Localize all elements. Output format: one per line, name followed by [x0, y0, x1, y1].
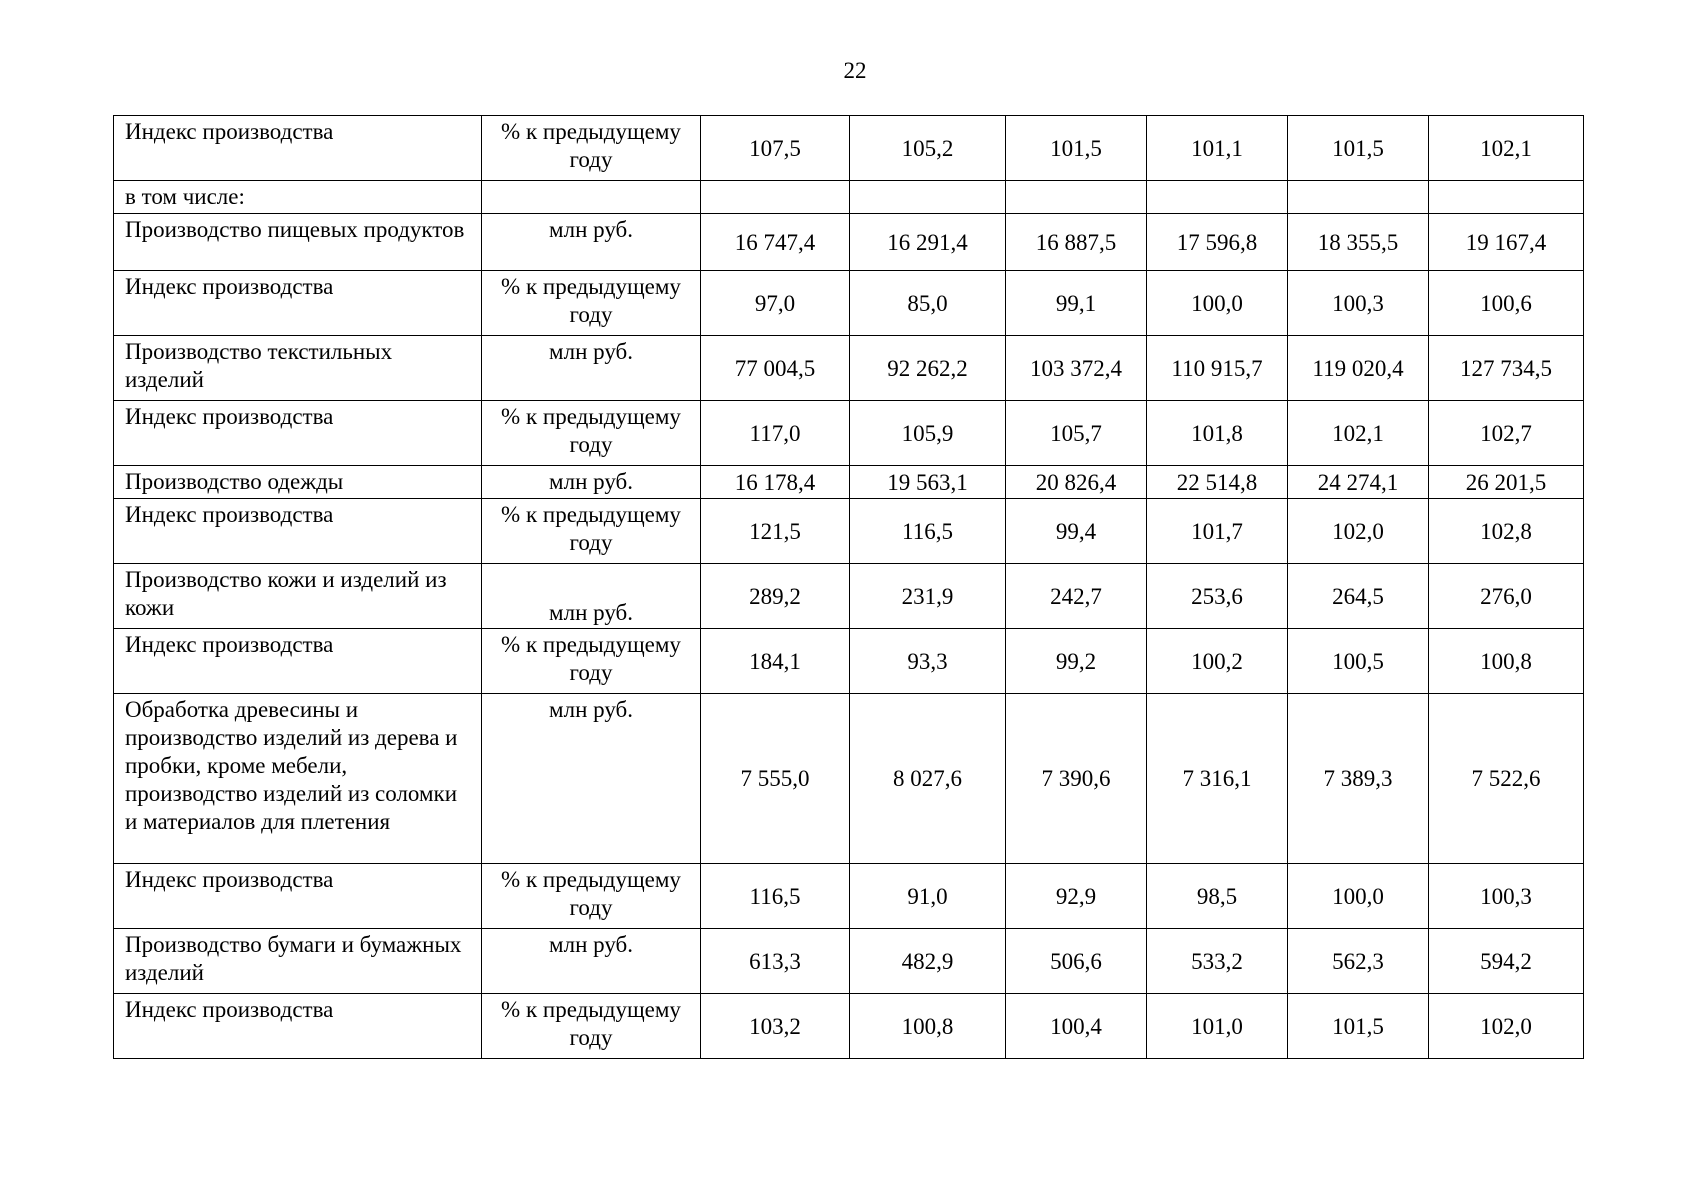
table-cell: 242,7 [1006, 564, 1147, 629]
table-cell: 97,0 [701, 271, 850, 336]
table-cell: 102,7 [1429, 401, 1584, 466]
row-unit: % к предыдущему году [482, 271, 701, 336]
table-cell: 7 522,6 [1429, 694, 1584, 864]
page-number: 22 [843, 58, 867, 83]
table-cell: 102,1 [1429, 116, 1584, 181]
table-cell: 103 372,4 [1006, 336, 1147, 401]
table-cell: 121,5 [701, 499, 850, 564]
table-cell: 98,5 [1147, 864, 1288, 929]
table-cell: 18 355,5 [1288, 214, 1429, 271]
table-cell: 16 887,5 [1006, 214, 1147, 271]
row-label: Производство одежды [114, 466, 482, 499]
table-cell: 7 389,3 [1288, 694, 1429, 864]
table-cell: 594,2 [1429, 929, 1584, 994]
table-cell: 19 563,1 [850, 466, 1006, 499]
table-row [114, 401, 1584, 466]
row-unit: млн руб. [482, 214, 701, 271]
table-cell: 613,3 [701, 929, 850, 994]
table-row [114, 181, 1584, 214]
table-cell: 99,4 [1006, 499, 1147, 564]
table-row [114, 466, 1584, 499]
row-unit: % к предыдущему году [482, 994, 701, 1059]
row-label: Обработка древесины и производство изделий из дерева и пробки, кроме мебели, производство изделий из соломки и материалов для плетения [114, 694, 482, 864]
table-cell: 7 555,0 [701, 694, 850, 864]
table-cell: 102,8 [1429, 499, 1584, 564]
table-cell: 102,1 [1288, 401, 1429, 466]
row-unit: % к предыдущему году [482, 864, 701, 929]
table-cell [701, 181, 850, 214]
table-cell: 127 734,5 [1429, 336, 1584, 401]
table-cell: 8 027,6 [850, 694, 1006, 864]
table-cell: 119 020,4 [1288, 336, 1429, 401]
row-label: Производство текстильных изделий [114, 336, 482, 401]
table-row [114, 499, 1584, 564]
table-cell: 20 826,4 [1006, 466, 1147, 499]
table-row [114, 929, 1584, 994]
table-cell: 91,0 [850, 864, 1006, 929]
table-row [114, 116, 1584, 181]
table-cell: 19 167,4 [1429, 214, 1584, 271]
table-cell: 264,5 [1288, 564, 1429, 629]
table-cell: 103,2 [701, 994, 850, 1059]
data-table [113, 115, 1584, 1059]
table-cell: 92,9 [1006, 864, 1147, 929]
table-cell: 107,5 [701, 116, 850, 181]
table-cell: 99,2 [1006, 629, 1147, 694]
table-cell: 102,0 [1429, 994, 1584, 1059]
row-label: Индекс производства [114, 271, 482, 336]
table-cell: 100,0 [1147, 271, 1288, 336]
table-cell: 100,2 [1147, 629, 1288, 694]
table-cell [1147, 181, 1288, 214]
table-cell: 105,2 [850, 116, 1006, 181]
table-cell [1288, 181, 1429, 214]
row-label: Производство кожи и изделий из кожи [114, 564, 482, 629]
row-unit [482, 181, 701, 214]
row-unit: млн руб. [482, 694, 701, 864]
table-row [114, 994, 1584, 1059]
row-label: Индекс производства [114, 116, 482, 181]
table-cell: 7 390,6 [1006, 694, 1147, 864]
row-unit: млн руб. [482, 929, 701, 994]
table-cell: 100,0 [1288, 864, 1429, 929]
table-cell: 101,5 [1006, 116, 1147, 181]
row-unit: % к предыдущему году [482, 401, 701, 466]
table-cell: 7 316,1 [1147, 694, 1288, 864]
table-cell: 110 915,7 [1147, 336, 1288, 401]
table-cell: 16 747,4 [701, 214, 850, 271]
table-cell: 117,0 [701, 401, 850, 466]
table-cell: 17 596,8 [1147, 214, 1288, 271]
row-unit: млн руб. [482, 564, 701, 629]
row-label: Производство бумаги и бумажных изделий [114, 929, 482, 994]
table-cell: 101,5 [1288, 116, 1429, 181]
table-cell: 562,3 [1288, 929, 1429, 994]
table-row [114, 336, 1584, 401]
table-cell: 105,9 [850, 401, 1006, 466]
table-cell: 231,9 [850, 564, 1006, 629]
row-unit: млн руб. [482, 336, 701, 401]
table-row [114, 564, 1584, 629]
row-label: Индекс производства [114, 499, 482, 564]
row-unit: % к предыдущему году [482, 499, 701, 564]
table-cell: 24 274,1 [1288, 466, 1429, 499]
table-cell: 116,5 [850, 499, 1006, 564]
table-cell [1006, 181, 1147, 214]
table-cell: 289,2 [701, 564, 850, 629]
row-label: Индекс производства [114, 864, 482, 929]
table-cell: 100,3 [1429, 864, 1584, 929]
table-cell: 482,9 [850, 929, 1006, 994]
row-unit: млн руб. [482, 466, 701, 499]
table-cell: 100,8 [850, 994, 1006, 1059]
table-cell: 102,0 [1288, 499, 1429, 564]
row-label: Индекс производства [114, 994, 482, 1059]
table-cell: 101,7 [1147, 499, 1288, 564]
table-row [114, 214, 1584, 271]
row-unit: % к предыдущему году [482, 629, 701, 694]
table-cell: 92 262,2 [850, 336, 1006, 401]
table-cell: 101,5 [1288, 994, 1429, 1059]
table-row [114, 864, 1584, 929]
table-cell: 16 178,4 [701, 466, 850, 499]
table-cell: 26 201,5 [1429, 466, 1584, 499]
row-label: в том числе: [114, 181, 482, 214]
table-cell: 506,6 [1006, 929, 1147, 994]
table-cell: 99,1 [1006, 271, 1147, 336]
table-cell [850, 181, 1006, 214]
table-cell: 100,8 [1429, 629, 1584, 694]
table-cell: 100,3 [1288, 271, 1429, 336]
table-cell: 116,5 [701, 864, 850, 929]
table-cell: 16 291,4 [850, 214, 1006, 271]
table-cell: 100,4 [1006, 994, 1147, 1059]
table-row [114, 271, 1584, 336]
table-cell: 253,6 [1147, 564, 1288, 629]
table-cell: 77 004,5 [701, 336, 850, 401]
table-cell: 533,2 [1147, 929, 1288, 994]
table-cell: 93,3 [850, 629, 1006, 694]
table-cell: 101,1 [1147, 116, 1288, 181]
table-cell: 184,1 [701, 629, 850, 694]
table-cell: 100,5 [1288, 629, 1429, 694]
row-unit: % к предыдущему году [482, 116, 701, 181]
table-row [114, 694, 1584, 864]
table-cell: 100,6 [1429, 271, 1584, 336]
table-row [114, 629, 1584, 694]
row-label: Индекс производства [114, 401, 482, 466]
table-cell: 276,0 [1429, 564, 1584, 629]
table-cell: 105,7 [1006, 401, 1147, 466]
row-label: Индекс производства [114, 629, 482, 694]
table-cell [1429, 181, 1584, 214]
row-label: Производство пищевых продуктов [114, 214, 482, 271]
table-cell: 22 514,8 [1147, 466, 1288, 499]
table-cell: 85,0 [850, 271, 1006, 336]
table-cell: 101,0 [1147, 994, 1288, 1059]
table-cell: 101,8 [1147, 401, 1288, 466]
table-body [114, 116, 1584, 1059]
